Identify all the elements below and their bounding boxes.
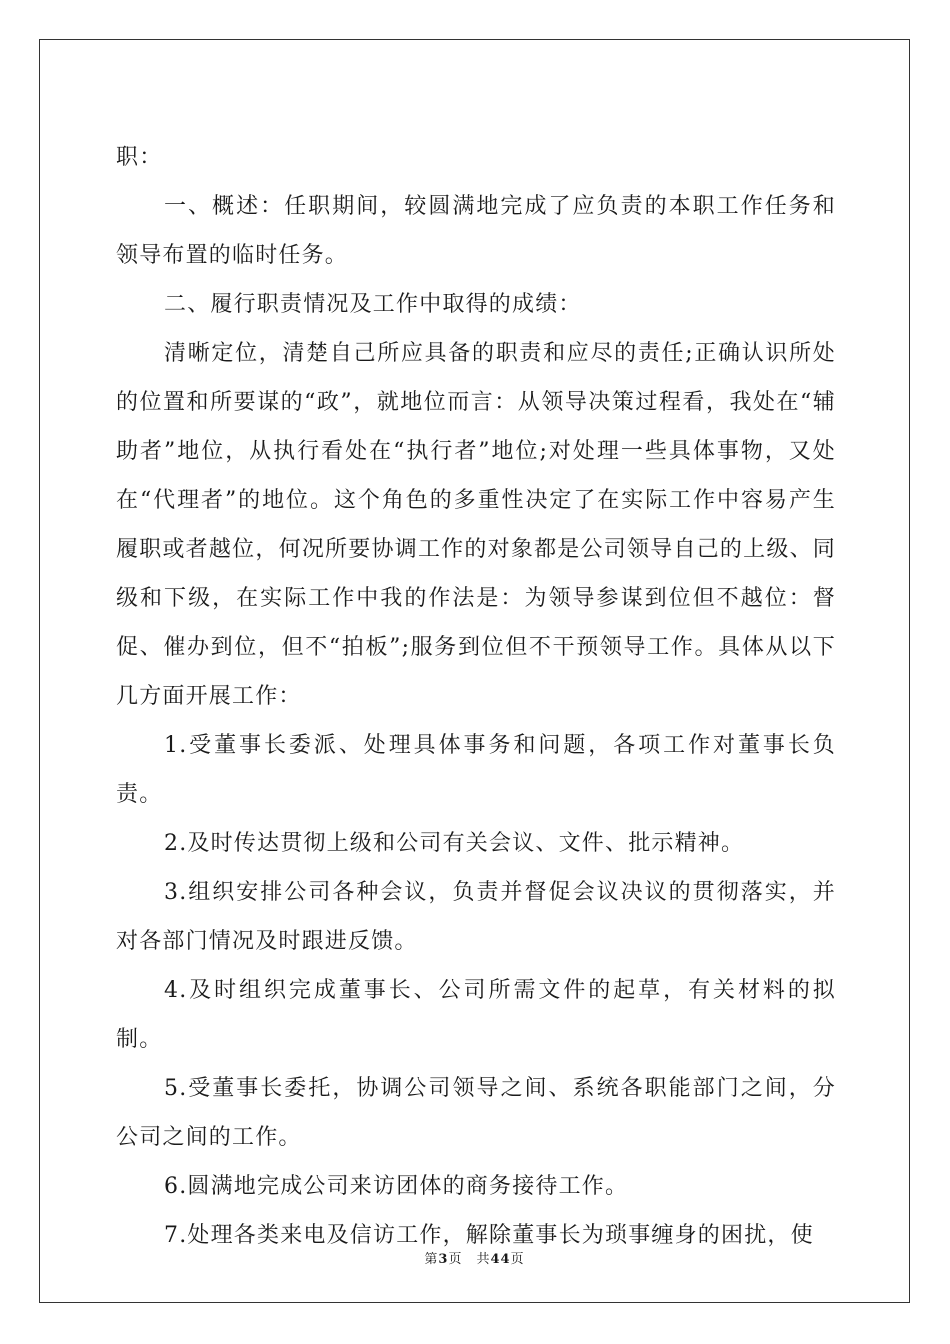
paragraph: 3.组织安排公司各种会议，负责并督促会议决议的贯彻落实，并对各部门情况及时跟进反馈。	[116, 880, 836, 954]
paragraph: 5.受董事长委托，协调公司领导之间、系统各职能部门之间，分公司之间的工作。	[116, 1076, 836, 1150]
paragraph: 2.及时传达贯彻上级和公司有关会议、文件、批示精神。	[164, 831, 745, 856]
current-page-number: 3	[438, 1252, 449, 1267]
paragraph: 一、概述：任职期间，较圆满地完成了应负责的本职工作任务和领导布置的临时任务。	[116, 194, 836, 268]
paragraph: 6.圆满地完成公司来访团体的商务接待工作。	[164, 1174, 629, 1199]
document-body	[116, 133, 836, 1260]
paragraph: 1.受董事长委派、处理具体事务和问题，各项工作对董事长负责。	[116, 733, 836, 807]
paragraph: 清晰定位，清楚自己所应具备的职责和应尽的责任;正确认识所处的位置和所要谋的“政”，就地位而言：从领导决策过程看，我处在“辅助者”地位，从执行看处在“执行者”地位;对处理一些具体事物，又处在“代理者”的地位。这个角色的多重性决定了在实际工作中容易产生履职或者越位，何况所要协调工作的对象都是公司领导自己的上级、同级和下级，在实际工作中我的作法是：为领导参谋到位但不越位：督促、催办到位，但不“拍板”;服务到位但不干预领导工作。具体从以下几方面开展工作：	[116, 341, 836, 709]
footer-middle: 页 共	[448, 1252, 491, 1267]
footer-suffix: 页	[510, 1252, 525, 1267]
paragraph: 7.处理各类来电及信访工作，解除董事长为琐事缠身的困扰，使	[164, 1223, 814, 1248]
total-page-count: 44	[490, 1252, 511, 1267]
paragraph: 职：	[116, 145, 163, 170]
page-footer	[40, 1248, 909, 1267]
paragraph: 4.及时组织完成董事长、公司所需文件的起草，有关材料的拟制。	[116, 978, 836, 1052]
footer-prefix: 第	[424, 1252, 439, 1267]
paragraph: 二、履行职责情况及工作中取得的成绩：	[164, 292, 582, 317]
document-page	[39, 39, 910, 1303]
